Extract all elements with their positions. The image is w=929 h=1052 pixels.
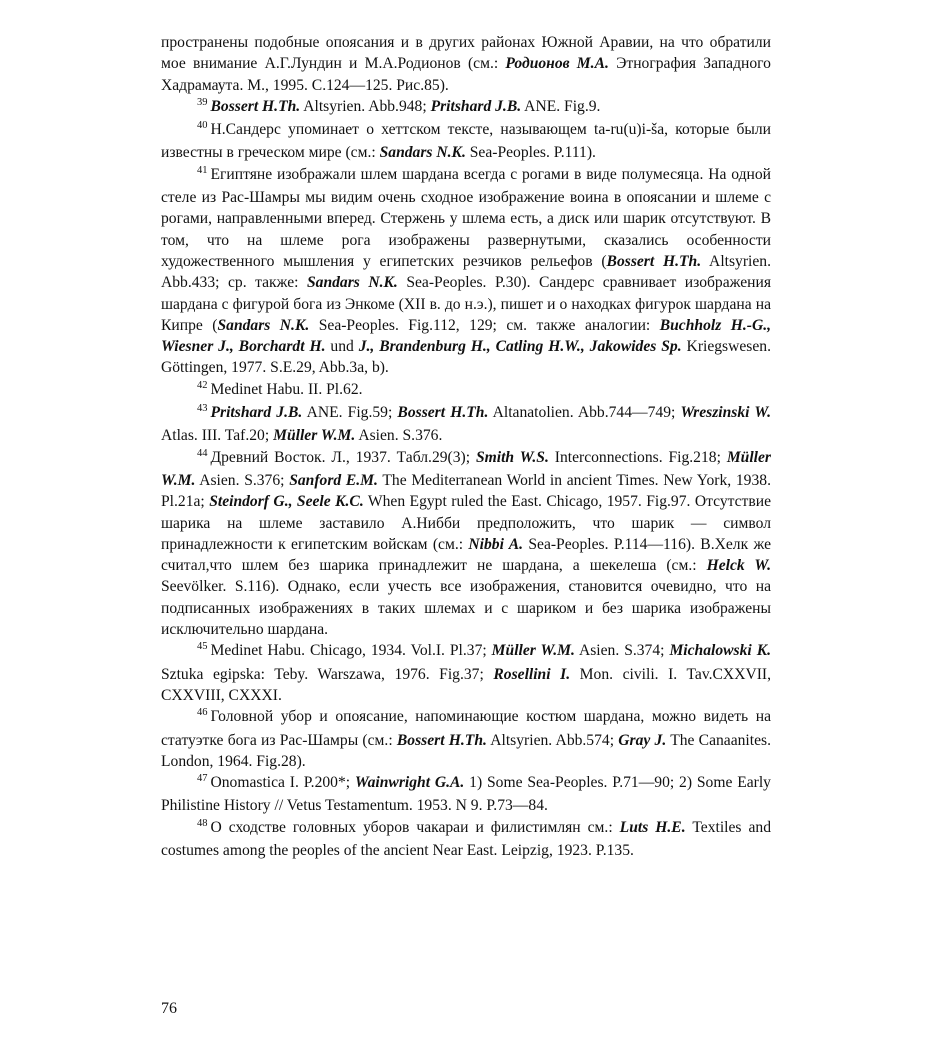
footnote-text: Medinet Habu. Chicago, 1934. Vol.I. Pl.37; [210,642,492,660]
footnote-text: Asien. S.374; [574,642,670,660]
cited-author: Bossert H.Th. [397,404,489,422]
cited-author: Müller W.M. [161,448,772,489]
footnote-47 [161,772,771,817]
footnote-text: Sea-Peoples. Fig.112, 129; см. также аналогии: [309,316,660,334]
footnote-45 [161,640,771,706]
footnote-text: Sztuka egipska: Teby. Warszawa, 1976. Fig.37; [161,665,494,683]
footnote-text: The Mediterranean World in ancient Times. New York, 1938. Pl.21a; [161,471,771,511]
footnote-text: Н.Сандерс упоминает о хеттском тексте, называющем ta-ru(u)i-ša, которые были известны в греческом мире (см.: [161,121,771,162]
footnote-48 [161,817,771,862]
footnote-text: Altanatolien. Abb.744—749; [488,404,681,422]
cited-author: Sandars N.K. [306,274,398,292]
footnote-40 [161,119,771,164]
footnote-text: Mon. civili. I. Tav.CXXVII, CXXVIII, CXXXI. [161,665,772,704]
footnote-text: Asien. S.376. [355,427,443,445]
cited-author: Müller W.M. [491,642,575,660]
footnote-number: 42 [197,379,208,391]
cited-author: Wainwright G.A. [354,774,465,792]
footnote-42 [161,379,771,402]
page-number: 76 [161,1000,177,1017]
footnote-text: The Canaanites. London, 1964. Fig.28). [161,731,771,770]
footnote-text: 1) Some Sea-Peoples. P.71—90; 2) Some Early Philistine History // Vetus Testamentum. 1953. N 9. P.73—84. [161,774,771,815]
footnote-text: Sea-Peoples. P.30). Сандерс сравнивает изображения шардана с фигурой бога из Энкоме (XII в. до н.э.), пишет и о находках фигурок шардана на Кипре ( [161,274,771,334]
cited-author: Родионов М.А. [505,55,609,73]
cited-author: Helck W. [706,557,771,575]
footnote-text: Textiles and costumes among the peoples of the ancient Near East. Leipzig, 1923. P.135. [161,818,771,859]
cited-author: Luts H.E. [619,818,686,836]
footnote-text: When Egypt ruled the East. Chicago, 1957. Fig.97. Отсутствие шарика на шлеме заставило А.Нибби предположить, что шарик — символ принадлежности к египетским войскам (см.: [161,493,771,553]
footnote-text: Altsyrien. Abb.433; ср. также: [161,252,771,292]
footnote-44 [161,447,771,641]
footnote-text: пространены подобные опоясания и в других районах Южной Аравии, на что обратили мое внимание А.Г.Лундин и М.А.Родионов (см.: [161,34,771,73]
footnote-text: Kriegswesen. Göttingen, 1977. S.E.29, Abb.3a, b). [161,338,771,377]
cited-author: Michalowski K. [669,642,771,660]
footnote-number: 45 [197,641,208,653]
footnote-43 [161,402,771,447]
footnote-text: Seevölker. S.116). Однако, если учесть все изображения, становится очевидно, что на подписанных изображениях в таких шлемах и с шариком и без шарика изображены исключительно шардана. [161,578,771,639]
footnote-number: 41 [197,164,208,176]
footnote-number: 43 [197,403,208,415]
cited-author: Wreszinski W. [680,404,771,422]
cited-author: Pritshard J.B. [210,404,303,422]
footnote-number: 47 [197,773,208,785]
footnote-text: Asien. S.376; [195,471,290,489]
cited-author: Bossert H.Th. [606,252,702,270]
footnote-number: 39 [197,96,208,108]
cited-author: Smith W.S. [475,448,549,466]
footnote-text: Altsyrien. Abb.948; [300,97,431,115]
cited-author: Nibbi A. [468,535,523,553]
footnote-text: Altsyrien. Abb.574; [486,731,619,749]
footnote-text: Этнография Западного Хадрамаута. М., 1995. С.124—125. Рис.85). [161,55,771,94]
cited-author: Sandars N.K. [379,144,466,162]
footnote-number: 40 [197,120,208,132]
cited-author: Buchholz H.-G., Wiesner J., Borchardt H. [161,316,772,356]
cited-author: Sanford E.M. [289,471,378,489]
footnote-text: Interconnections. Fig.218; [548,448,727,466]
footnote-text: О сходстве головных уборов чакараи и филистимлян см.: [210,818,620,836]
cited-author: Steindorf G., Seele K.C. [209,493,364,511]
cited-author: Müller W.M. [273,427,356,445]
footnote-39 [161,96,771,119]
footnote-text: Головной убор и опоясание, напоминающие костюм шардана, можно видеть на статуэтке бога из Рас-Шамры (см.: [161,708,771,749]
cited-author: J., Brandenburg H., Catling H.W., Jakowides Sp. [358,338,682,356]
footnote-text: Medinet Habu. II. Pl.62. [210,380,363,398]
cited-author: Gray J. [618,731,667,749]
footnote-41 [161,164,771,379]
footnote-text: Египтяне изображали шлем шардана всегда с рогами в виде полумесяца. На одной стеле из Рас-Шамры мы видим очень сходное изображение воина в опоясании и шлеме с рогами, направленными вперед. Стержень у шлема есть, а диск или шарик отсутствуют. В том, что на шлеме рога изображены развернутыми, сказались особенности художественного мышления у египетских резчиков рельефов ( [161,165,771,270]
footnote-number: 44 [197,447,208,459]
footnote-text: Древний Восток. Л., 1937. Табл.29(3); [210,448,476,466]
footnote-text: ANE. Fig.59; [302,404,398,422]
footnote-text: Onomastica I. P.200*; [210,774,355,792]
footnote-continuation [161,32,771,96]
cited-author: Bossert H.Th. [210,97,301,115]
cited-author: Pritshard J.B. [430,97,522,115]
footnote-text: ANE. Fig.9. [521,97,601,115]
footnote-text: Atlas. III. Taf.20; [161,427,274,445]
footnote-text: Sea-Peoples. P.111). [465,144,596,162]
footnote-text: Sea-Peoples. P.114—116). В.Хелк же считал,что шлем без шарика принадлежит не шардана, а шекелеша (см.: [161,535,771,575]
cited-author: Sandars N.K. [217,316,310,334]
footnote-number: 48 [197,817,208,829]
cited-author: Bossert H.Th. [396,731,487,749]
footnotes-block [161,32,771,861]
footnote-number: 46 [197,707,208,719]
footnote-text: und [325,338,359,356]
cited-author: Rosellini I. [493,665,571,683]
footnote-46 [161,706,771,772]
